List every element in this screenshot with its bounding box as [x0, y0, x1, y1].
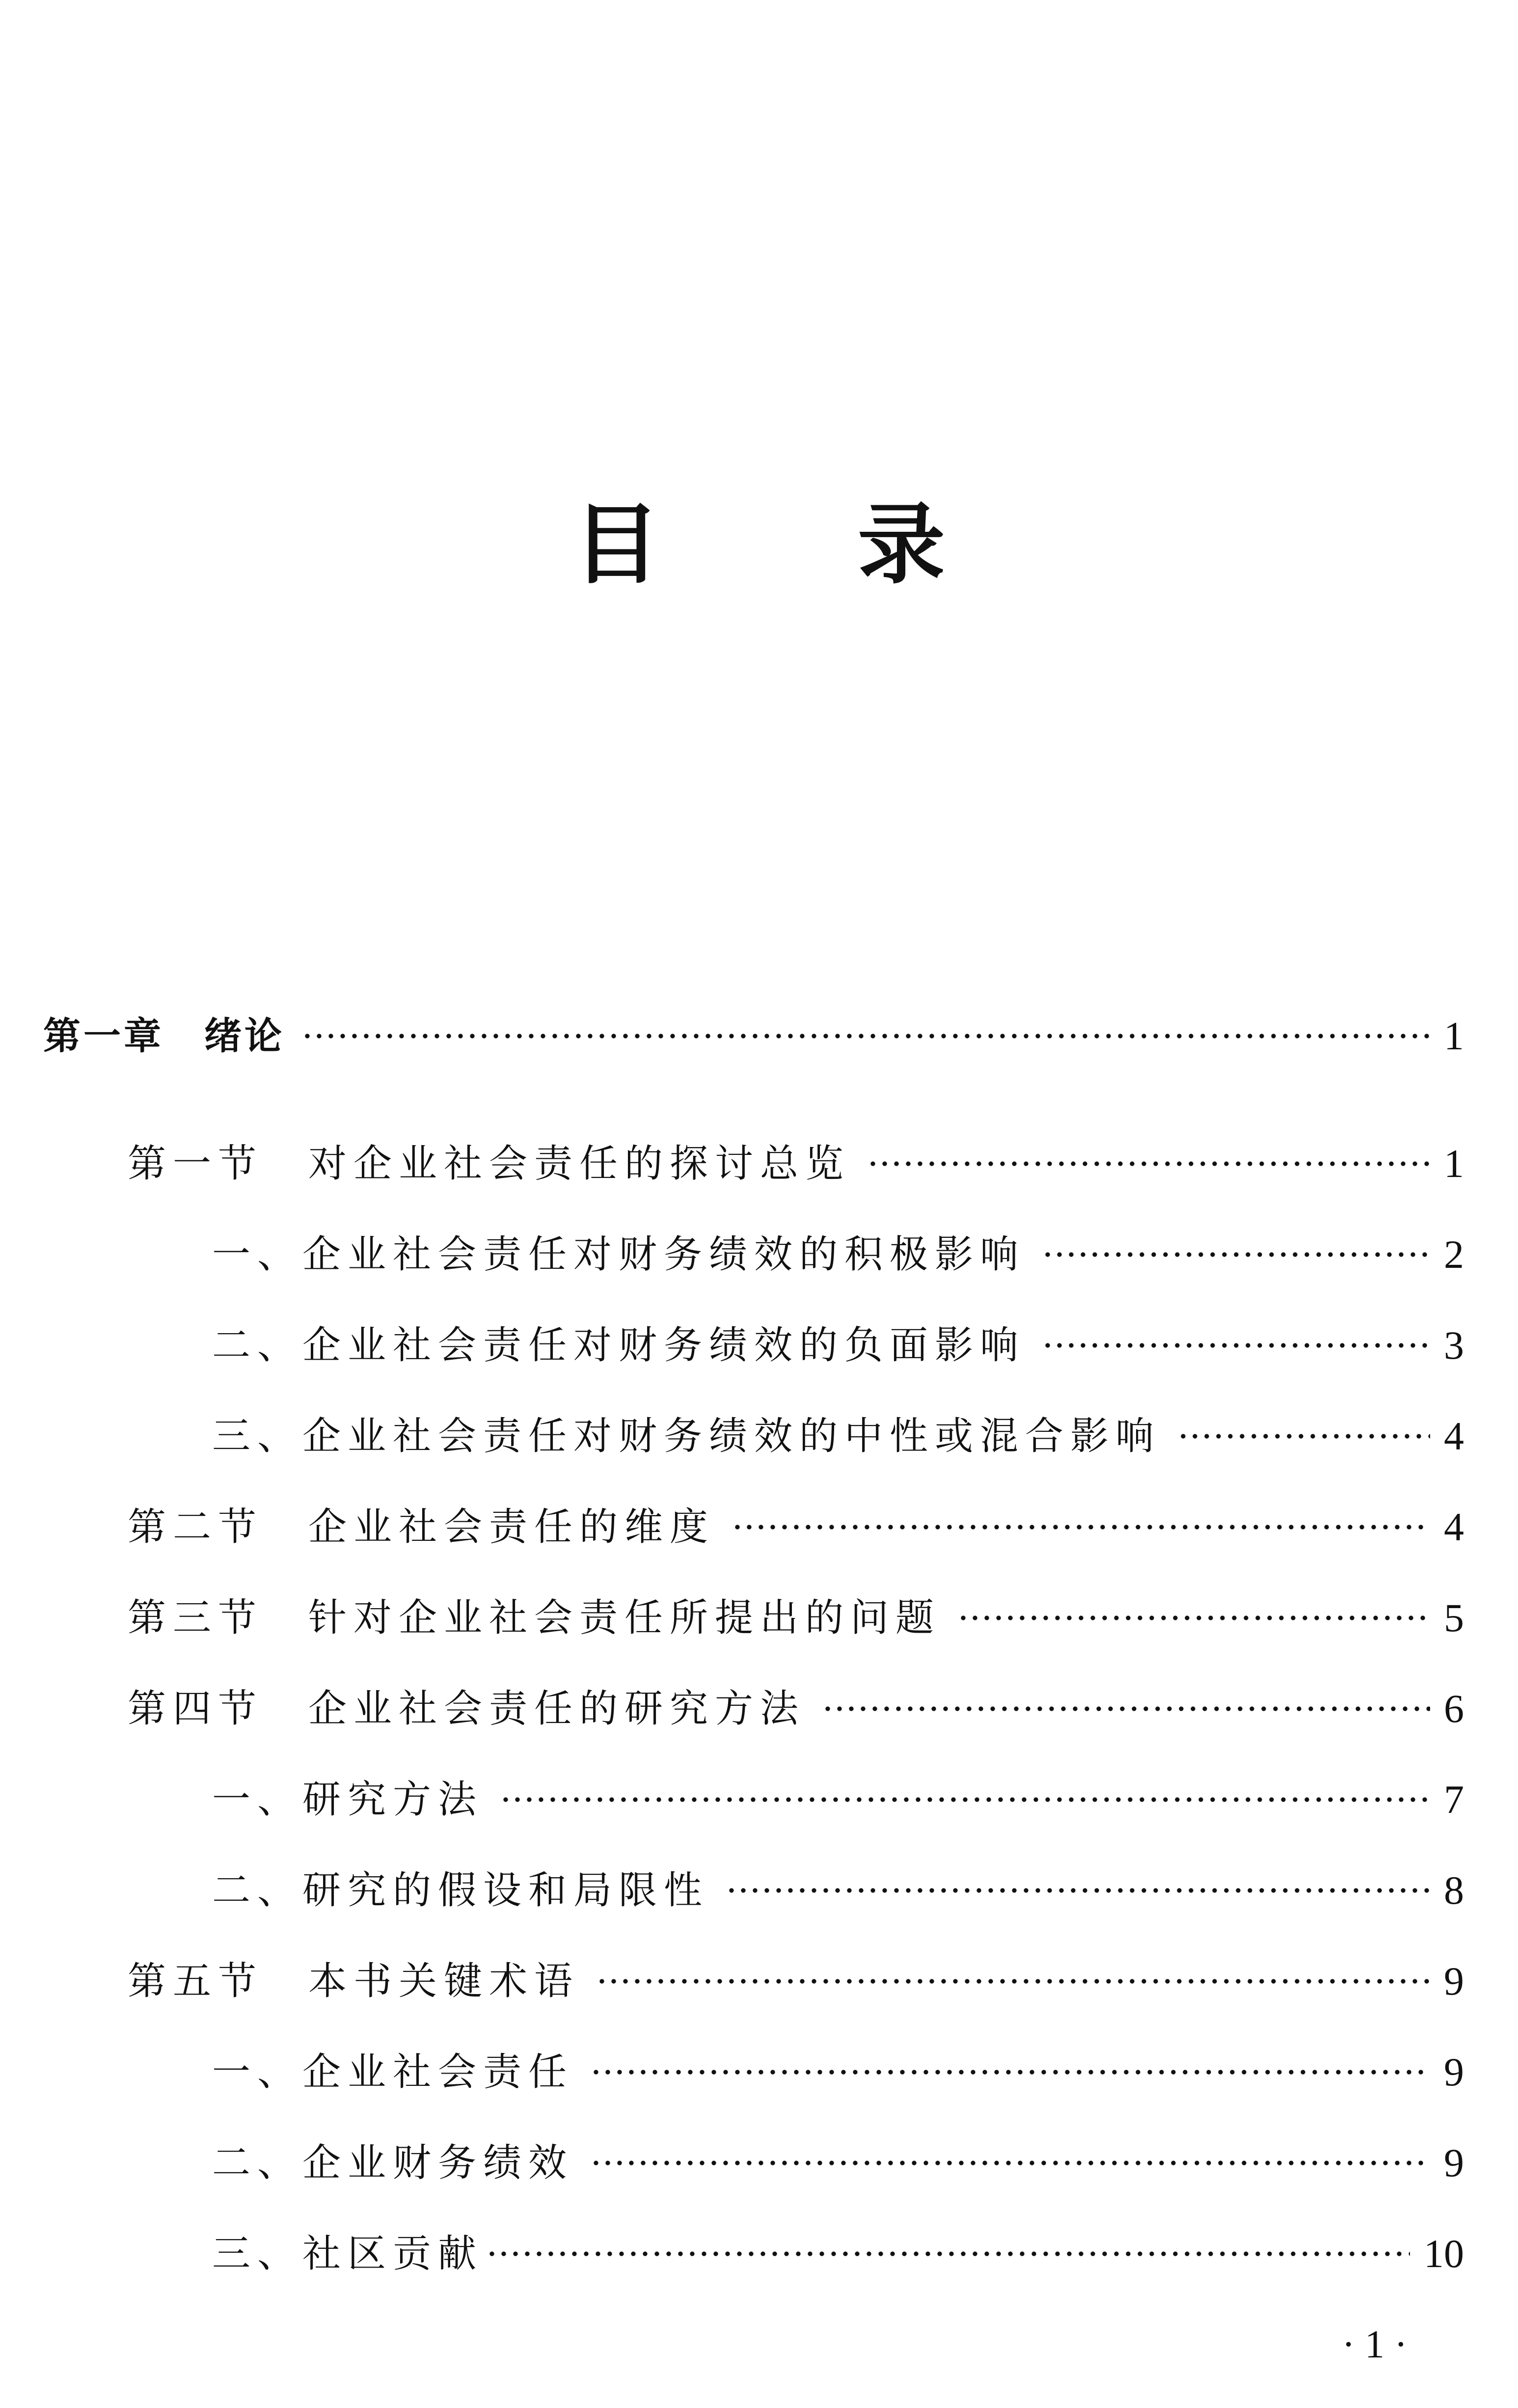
dot-leader [822, 1706, 1430, 1711]
toc-entry-page: 7 [1444, 1777, 1464, 1822]
dot-leader [500, 1797, 1430, 1802]
toc-entry-label: 一、企业社会责任 [212, 2050, 574, 2094]
toc-entry-item[interactable] [212, 1316, 1464, 1375]
toc-entry-label: 一、研究方法 [212, 1778, 484, 1822]
toc-entry-page: 4 [1444, 1505, 1464, 1549]
page-number: · 1 · [1342, 2323, 1408, 2366]
toc-entry-page: 1 [1444, 1141, 1464, 1186]
toc-entry-page: 2 [1444, 1232, 1464, 1277]
toc-entry-label: 第五节 本书关键术语 [128, 1959, 580, 2003]
toc-entry-label: 二、企业财务绩效 [212, 2141, 574, 2185]
toc-entry-chapter-1[interactable] [43, 1007, 1464, 1066]
toc-entry-label: 第一节 对企业社会责任的探讨总览 [128, 1142, 851, 1186]
toc-entry-item[interactable] [212, 2043, 1464, 2102]
toc-entry-label: 三、企业社会责任对财务绩效的中性或混合影响 [212, 1414, 1161, 1458]
toc-entry-page: 3 [1444, 1323, 1464, 1368]
toc-entry-label: 一、企业社会责任对财务绩效的积极影响 [212, 1232, 1026, 1277]
toc-entry-label: 第一章 绪论 [43, 1014, 285, 1058]
dot-leader [486, 2251, 1410, 2256]
dot-leader [1177, 1434, 1430, 1439]
dot-leader [1042, 1343, 1430, 1348]
toc-entry-page: 8 [1444, 1868, 1464, 1913]
toc-entry-label: 第三节 针对企业社会责任所提出的问题 [128, 1596, 941, 1640]
toc-entry-section-4[interactable] [128, 1679, 1464, 1738]
dot-leader [590, 2161, 1430, 2165]
dot-leader [590, 2070, 1430, 2075]
toc-entry-item[interactable] [212, 2134, 1464, 2192]
toc-entry-item[interactable] [212, 1861, 1464, 1920]
toc-entry-label: 三、社区贡献 [212, 2232, 484, 2276]
toc-entry-item[interactable] [212, 1407, 1464, 1466]
toc-entry-section-5[interactable] [128, 1952, 1464, 2011]
dot-leader [726, 1888, 1430, 1893]
dot-leader [1042, 1252, 1430, 1257]
toc-entry-label: 第二节 企业社会责任的维度 [128, 1505, 715, 1549]
dot-leader [301, 1034, 1430, 1039]
toc-entry-page: 5 [1444, 1595, 1464, 1640]
page-title: 目 录 [573, 494, 1029, 596]
toc-entry-page: 9 [1444, 1959, 1464, 2003]
toc-entry-section-3[interactable] [128, 1588, 1464, 1647]
dot-leader [732, 1525, 1430, 1530]
toc-entry-page: 10 [1424, 2231, 1464, 2276]
toc-entry-section-2[interactable] [128, 1498, 1464, 1557]
dot-leader [957, 1615, 1430, 1620]
toc-entry-page: 9 [1444, 2050, 1464, 2094]
toc-entry-item[interactable] [212, 1225, 1464, 1284]
toc-entry-label: 二、研究的假设和局限性 [212, 1868, 709, 1913]
toc-entry-item[interactable] [212, 1770, 1464, 1829]
toc-entry-page: 1 [1444, 1013, 1464, 1058]
toc-entry-page: 9 [1444, 2140, 1464, 2185]
dot-leader [867, 1161, 1430, 1166]
toc-entry-item[interactable] [212, 2224, 1464, 2283]
toc-entry-label: 二、企业社会责任对财务绩效的负面影响 [212, 1323, 1026, 1368]
toc-entry-section-1[interactable] [128, 1134, 1464, 1193]
toc-entry-page: 6 [1444, 1686, 1464, 1731]
toc-entry-page: 4 [1444, 1414, 1464, 1458]
dot-leader [596, 1979, 1430, 1984]
toc-entry-label: 第四节 企业社会责任的研究方法 [128, 1687, 806, 1731]
